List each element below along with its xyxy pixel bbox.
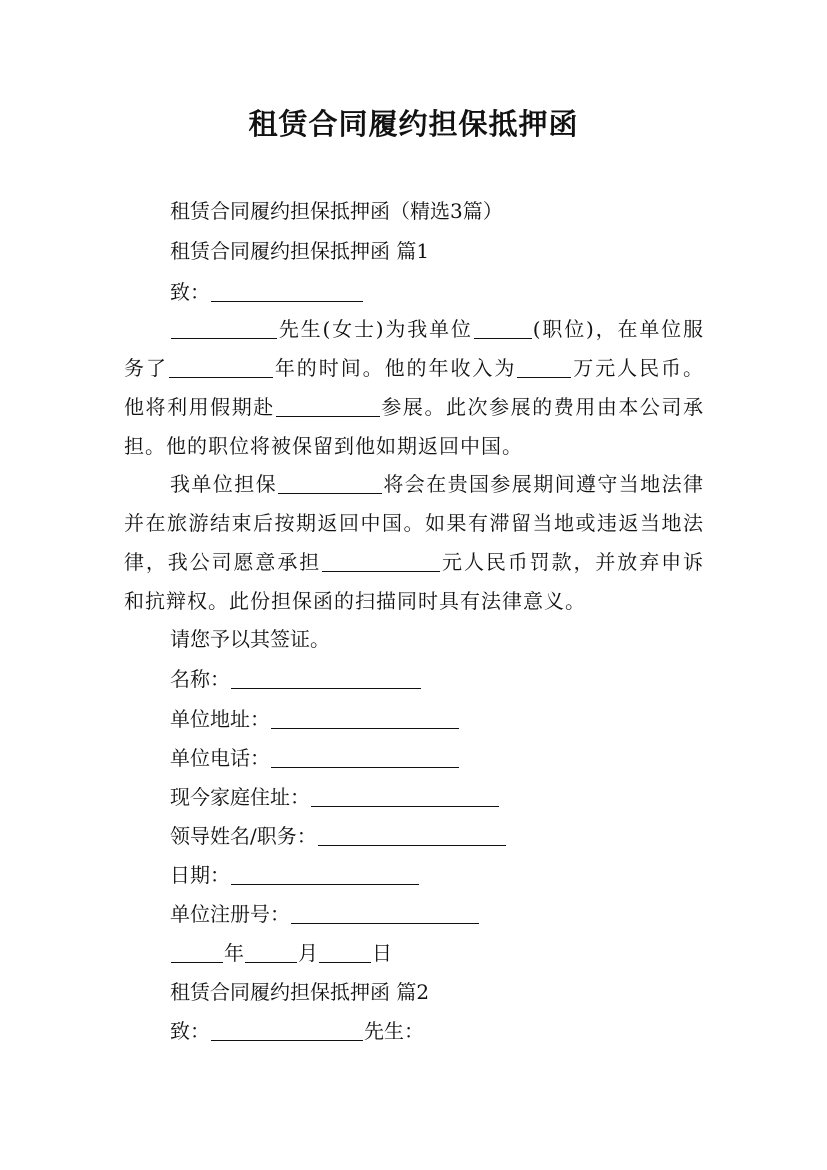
p1-text-b: (职位)，在单位服务了 [124,317,705,380]
field-name-label: 名称： [170,667,230,691]
article2-heading: 租赁合同履约担保抵押函 篇2 [170,980,430,1004]
destination-blank [276,396,380,417]
year-blank [171,942,223,963]
field-leader [170,823,507,849]
field-phone-label: 单位电话： [170,746,270,770]
position-blank [474,318,532,339]
article1-recipient-line [170,279,364,305]
month-label: 月 [298,941,318,965]
p2-text-b: 将会在贵国参展期间遵守当地法律并在旅游结束后按期返回中国。如果有滞留当地或违返当地法律，我公司愿意承担 [124,472,704,574]
field-name-blank [231,668,421,689]
p1-text-d: 万元人民币。他将利用假期赴 [124,356,705,419]
day-blank [319,942,371,963]
field-reg-blank [291,903,479,924]
field-registration [170,901,480,927]
field-home-blank [311,786,499,807]
article2-recipient-line [170,1018,424,1044]
guarantee-blank [278,473,382,494]
month-blank [245,942,297,963]
day-label: 日 [372,941,392,965]
field-phone-blank [271,747,459,768]
field-date-label: 日期： [170,863,230,887]
field-name [170,666,422,692]
penalty-blank [322,551,440,572]
field-reg-label: 单位注册号： [170,902,290,926]
to-label: 致： [170,1019,210,1043]
article1-paragraph-1 [124,310,704,466]
field-leader-label: 领导姓名/职务： [170,824,317,848]
document-title: 租赁合同履约担保抵押函 [248,107,579,141]
field-home-label: 现今家庭住址： [170,785,310,809]
field-date-blank [231,864,419,885]
p2-text-c: 元人民币罚款，并放弃申诉和抗辩权。此份担保函的扫描同时具有法律意义。 [124,550,705,613]
field-address-blank [271,708,459,729]
field-home-address [170,784,500,810]
field-leader-blank [318,825,506,846]
field-address [170,706,460,732]
field-phone [170,745,460,771]
date-line [170,940,392,966]
article1-heading: 租赁合同履约担保抵押函 篇1 [170,239,430,263]
p1-text-c: 年的时间。他的年收入为 [273,356,517,380]
visa-request: 请您予以其签证。 [170,627,330,651]
article1-paragraph-2 [124,465,704,621]
p1-text-e: 参展。此次参展的费用由本公司承担。他的职位将被保留到他如期返回中国。 [124,395,705,458]
p2-text-a: 我单位担保 [170,472,277,496]
income-blank [517,357,571,378]
field-address-label: 单位地址： [170,707,270,731]
recipient-blank [211,1020,363,1041]
year-label: 年 [224,941,244,965]
name-blank [171,318,277,339]
to-label: 致： [170,280,210,304]
recipient-blank [211,281,363,302]
years-blank [169,357,273,378]
document-subtitle: 租赁合同履约担保抵押函（精选3篇） [170,199,503,223]
p1-text-a: 先生(女士)为我单位 [278,317,473,341]
recipient-suffix: 先生： [364,1019,424,1043]
field-date [170,862,420,888]
